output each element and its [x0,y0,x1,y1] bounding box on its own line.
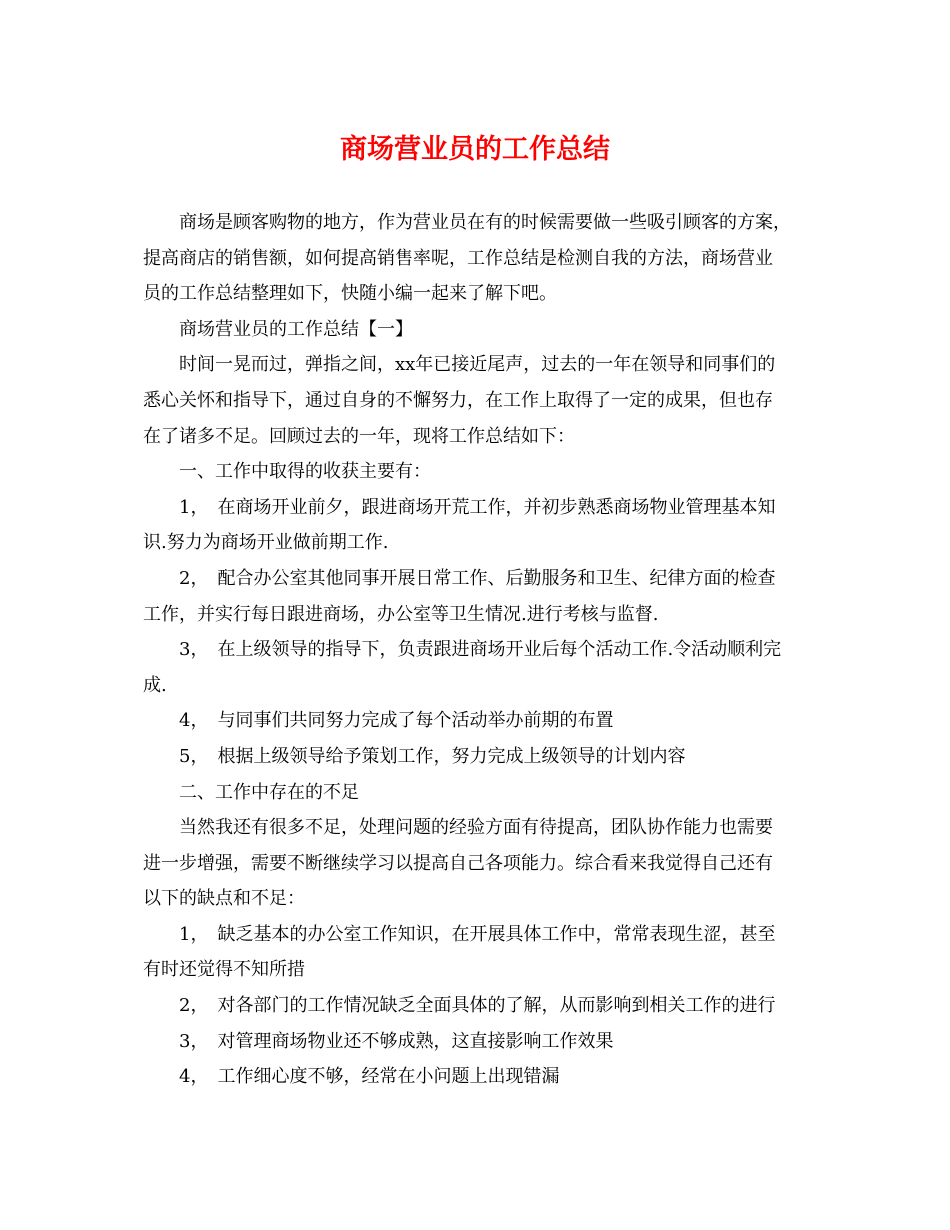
paragraph [143,1059,808,1095]
text-line: 提高商店的销售额，如何提高销售率呢，工作总结是检测自我的方法，商场营业 [143,247,773,269]
paragraph [143,739,808,775]
text-line: 商场营业员的工作总结【一】 [179,318,413,340]
paragraph [143,810,808,917]
paragraph [143,775,808,811]
text-line: 5， 根据上级领导给予策划工作，努力完成上级领导的计划内容 [179,745,686,767]
document-title: 商场营业员的工作总结 [340,134,610,165]
text-line: 一、工作中取得的收获主要有： [179,461,431,483]
text-line: 以下的缺点和不足： [143,888,305,910]
paragraph [143,1024,808,1060]
text-line: 3， 对管理商场物业还不够成熟，这直接影响工作效果 [179,1030,614,1052]
text-line: 工作，并实行每日跟进商场，办公室等卫生情况.进行考核与监督. [143,603,659,625]
paragraph [143,454,808,490]
text-line: 时间一晃而过，弹指之间，xx年已接近尾声，过去的一年在领导和同事们的 [179,354,776,376]
text-line: 进一步增强，需要不断继续学习以提高自己各项能力。综合看来我觉得自己还有 [143,852,773,874]
text-line: 4， 工作细心度不够，经常在小问题上出现错漏 [179,1066,560,1088]
text-line: 识.努力为商场开业做前期工作. [143,532,389,554]
text-line: 有时还觉得不知所措 [143,959,305,981]
text-line: 在了诸多不足。回顾过去的一年，现将工作总结如下： [143,425,575,447]
paragraph [143,703,808,739]
paragraph [143,312,808,348]
text-line: 成. [143,674,167,696]
text-line: 1， 在商场开业前夕，跟进商场开荒工作，并初步熟悉商场物业管理基本知 [179,496,776,518]
text-line: 商场是顾客购物的地方，作为营业员在有的时候需要做一些吸引顾客的方案， [179,212,791,233]
text-line: 3， 在上级领导的指导下，负责跟进商场开业后每个活动工作.令活动顺利完 [179,639,782,661]
paragraph [143,561,808,632]
text-line: 1， 缺乏基本的办公室工作知识，在开展具体工作中，常常表现生涩，甚至 [179,923,776,945]
document-body [143,205,808,1095]
text-line: 2， 对各部门的工作情况缺乏全面具体的了解，从而影响到相关工作的进行 [179,995,776,1017]
paragraph [143,490,808,561]
paragraph [143,205,808,312]
paragraph [143,988,808,1024]
text-line: 2， 配合办公室其他同事开展日常工作、后勤服务和卫生、纪律方面的检查 [179,567,776,589]
paragraph [143,917,808,988]
text-line: 4， 与同事们共同努力完成了每个活动举办前期的布置 [179,710,614,732]
paragraph [143,347,808,454]
text-line: 二、工作中存在的不足 [179,781,359,803]
paragraph [143,632,808,703]
text-line: 员的工作总结整理如下，快随小编一起来了解下吧。 [143,283,557,305]
text-line: 悉心关怀和指导下，通过自身的不懈努力，在工作上取得了一定的成果，但也存 [143,389,773,411]
text-line: 当然我还有很多不足，处理问题的经验方面有待提高，团队协作能力也需要 [179,817,773,839]
